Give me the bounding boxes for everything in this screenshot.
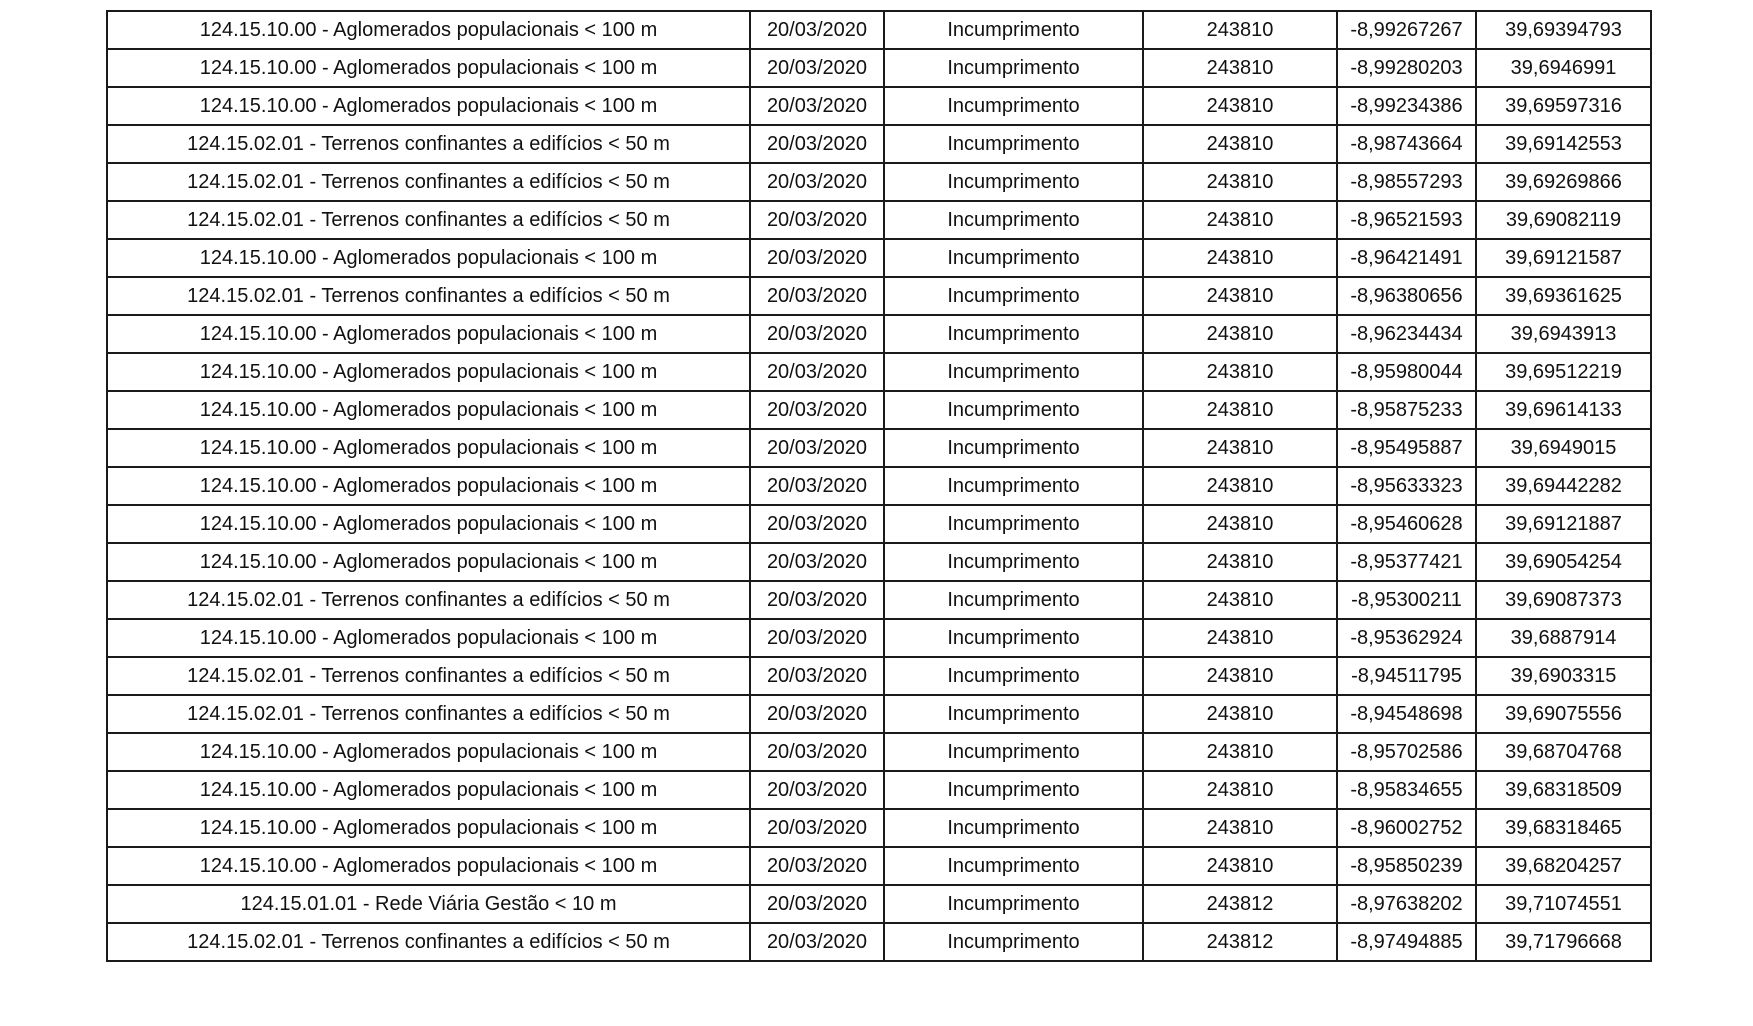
table-row bbox=[107, 391, 1651, 429]
cell-longitude: -8,95834655 bbox=[1337, 771, 1476, 809]
cell-code: 243810 bbox=[1143, 581, 1337, 619]
cell-longitude: -8,96380656 bbox=[1337, 277, 1476, 315]
table-row bbox=[107, 315, 1651, 353]
table-row bbox=[107, 923, 1651, 961]
cell-code: 243810 bbox=[1143, 809, 1337, 847]
cell-code: 243810 bbox=[1143, 429, 1337, 467]
cell-longitude: -8,95633323 bbox=[1337, 467, 1476, 505]
cell-status: Incumprimento bbox=[884, 429, 1143, 467]
table-row bbox=[107, 505, 1651, 543]
cell-latitude: 39,6946991 bbox=[1476, 49, 1651, 87]
cell-longitude: -8,95300211 bbox=[1337, 581, 1476, 619]
table-row bbox=[107, 809, 1651, 847]
cell-date: 20/03/2020 bbox=[750, 771, 884, 809]
table-row bbox=[107, 733, 1651, 771]
cell-code: 243810 bbox=[1143, 11, 1337, 49]
cell-code: 243810 bbox=[1143, 239, 1337, 277]
cell-description: 124.15.02.01 - Terrenos confinantes a edifícios < 50 m bbox=[107, 581, 750, 619]
cell-latitude: 39,69054254 bbox=[1476, 543, 1651, 581]
cell-longitude: -8,97638202 bbox=[1337, 885, 1476, 923]
cell-code: 243810 bbox=[1143, 163, 1337, 201]
cell-status: Incumprimento bbox=[884, 201, 1143, 239]
cell-date: 20/03/2020 bbox=[750, 467, 884, 505]
cell-code: 243810 bbox=[1143, 619, 1337, 657]
cell-description: 124.15.02.01 - Terrenos confinantes a edifícios < 50 m bbox=[107, 125, 750, 163]
cell-status: Incumprimento bbox=[884, 505, 1143, 543]
cell-date: 20/03/2020 bbox=[750, 429, 884, 467]
cell-description: 124.15.10.00 - Aglomerados populacionais < 100 m bbox=[107, 391, 750, 429]
cell-latitude: 39,71796668 bbox=[1476, 923, 1651, 961]
table-row bbox=[107, 49, 1651, 87]
cell-description: 124.15.02.01 - Terrenos confinantes a edifícios < 50 m bbox=[107, 277, 750, 315]
cell-longitude: -8,96002752 bbox=[1337, 809, 1476, 847]
cell-date: 20/03/2020 bbox=[750, 391, 884, 429]
cell-latitude: 39,71074551 bbox=[1476, 885, 1651, 923]
cell-status: Incumprimento bbox=[884, 619, 1143, 657]
cell-longitude: -8,95702586 bbox=[1337, 733, 1476, 771]
cell-status: Incumprimento bbox=[884, 771, 1143, 809]
cell-latitude: 39,68318465 bbox=[1476, 809, 1651, 847]
cell-latitude: 39,68704768 bbox=[1476, 733, 1651, 771]
cell-status: Incumprimento bbox=[884, 847, 1143, 885]
cell-description: 124.15.10.00 - Aglomerados populacionais < 100 m bbox=[107, 809, 750, 847]
cell-longitude: -8,95875233 bbox=[1337, 391, 1476, 429]
table-row bbox=[107, 695, 1651, 733]
cell-status: Incumprimento bbox=[884, 923, 1143, 961]
cell-description: 124.15.02.01 - Terrenos confinantes a edifícios < 50 m bbox=[107, 201, 750, 239]
cell-status: Incumprimento bbox=[884, 657, 1143, 695]
cell-latitude: 39,69075556 bbox=[1476, 695, 1651, 733]
cell-longitude: -8,95850239 bbox=[1337, 847, 1476, 885]
cell-status: Incumprimento bbox=[884, 49, 1143, 87]
cell-date: 20/03/2020 bbox=[750, 695, 884, 733]
cell-date: 20/03/2020 bbox=[750, 657, 884, 695]
cell-date: 20/03/2020 bbox=[750, 125, 884, 163]
cell-code: 243810 bbox=[1143, 543, 1337, 581]
cell-date: 20/03/2020 bbox=[750, 847, 884, 885]
cell-longitude: -8,95495887 bbox=[1337, 429, 1476, 467]
cell-date: 20/03/2020 bbox=[750, 201, 884, 239]
cell-code: 243810 bbox=[1143, 201, 1337, 239]
cell-longitude: -8,96421491 bbox=[1337, 239, 1476, 277]
cell-code: 243810 bbox=[1143, 49, 1337, 87]
cell-description: 124.15.10.00 - Aglomerados populacionais < 100 m bbox=[107, 505, 750, 543]
cell-latitude: 39,69597316 bbox=[1476, 87, 1651, 125]
cell-code: 243810 bbox=[1143, 467, 1337, 505]
cell-description: 124.15.10.00 - Aglomerados populacionais < 100 m bbox=[107, 771, 750, 809]
cell-code: 243810 bbox=[1143, 505, 1337, 543]
cell-description: 124.15.02.01 - Terrenos confinantes a edifícios < 50 m bbox=[107, 695, 750, 733]
cell-description: 124.15.10.00 - Aglomerados populacionais < 100 m bbox=[107, 49, 750, 87]
cell-description: 124.15.02.01 - Terrenos confinantes a edifícios < 50 m bbox=[107, 923, 750, 961]
cell-longitude: -8,98743664 bbox=[1337, 125, 1476, 163]
cell-description: 124.15.10.00 - Aglomerados populacionais < 100 m bbox=[107, 847, 750, 885]
cell-status: Incumprimento bbox=[884, 163, 1143, 201]
cell-latitude: 39,69361625 bbox=[1476, 277, 1651, 315]
cell-code: 243810 bbox=[1143, 733, 1337, 771]
cell-date: 20/03/2020 bbox=[750, 11, 884, 49]
cell-code: 243810 bbox=[1143, 353, 1337, 391]
cell-description: 124.15.10.00 - Aglomerados populacionais < 100 m bbox=[107, 733, 750, 771]
cell-latitude: 39,68204257 bbox=[1476, 847, 1651, 885]
cell-date: 20/03/2020 bbox=[750, 885, 884, 923]
cell-latitude: 39,69082119 bbox=[1476, 201, 1651, 239]
cell-latitude: 39,69394793 bbox=[1476, 11, 1651, 49]
cell-code: 243810 bbox=[1143, 277, 1337, 315]
cell-date: 20/03/2020 bbox=[750, 581, 884, 619]
cell-longitude: -8,95980044 bbox=[1337, 353, 1476, 391]
cell-latitude: 39,6887914 bbox=[1476, 619, 1651, 657]
cell-status: Incumprimento bbox=[884, 353, 1143, 391]
cell-longitude: -8,96521593 bbox=[1337, 201, 1476, 239]
cell-code: 243810 bbox=[1143, 771, 1337, 809]
cell-code: 243810 bbox=[1143, 657, 1337, 695]
cell-code: 243810 bbox=[1143, 125, 1337, 163]
cell-status: Incumprimento bbox=[884, 239, 1143, 277]
cell-status: Incumprimento bbox=[884, 11, 1143, 49]
cell-latitude: 39,69269866 bbox=[1476, 163, 1651, 201]
cell-status: Incumprimento bbox=[884, 125, 1143, 163]
cell-date: 20/03/2020 bbox=[750, 49, 884, 87]
cell-longitude: -8,99280203 bbox=[1337, 49, 1476, 87]
cell-date: 20/03/2020 bbox=[750, 733, 884, 771]
cell-longitude: -8,97494885 bbox=[1337, 923, 1476, 961]
cell-date: 20/03/2020 bbox=[750, 239, 884, 277]
cell-status: Incumprimento bbox=[884, 885, 1143, 923]
cell-description: 124.15.10.00 - Aglomerados populacionais < 100 m bbox=[107, 619, 750, 657]
table-row bbox=[107, 353, 1651, 391]
table-row bbox=[107, 771, 1651, 809]
cell-latitude: 39,69121887 bbox=[1476, 505, 1651, 543]
table-row bbox=[107, 11, 1651, 49]
cell-code: 243810 bbox=[1143, 87, 1337, 125]
cell-date: 20/03/2020 bbox=[750, 163, 884, 201]
cell-longitude: -8,96234434 bbox=[1337, 315, 1476, 353]
cell-status: Incumprimento bbox=[884, 467, 1143, 505]
cell-date: 20/03/2020 bbox=[750, 277, 884, 315]
cell-longitude: -8,99234386 bbox=[1337, 87, 1476, 125]
table-body bbox=[107, 11, 1651, 961]
cell-description: 124.15.01.01 - Rede Viária Gestão < 10 m bbox=[107, 885, 750, 923]
table-row bbox=[107, 581, 1651, 619]
cell-date: 20/03/2020 bbox=[750, 809, 884, 847]
table-row bbox=[107, 619, 1651, 657]
table-row bbox=[107, 429, 1651, 467]
table-row bbox=[107, 201, 1651, 239]
cell-code: 243810 bbox=[1143, 847, 1337, 885]
cell-longitude: -8,95460628 bbox=[1337, 505, 1476, 543]
table-row bbox=[107, 87, 1651, 125]
table-row bbox=[107, 277, 1651, 315]
cell-description: 124.15.02.01 - Terrenos confinantes a edifícios < 50 m bbox=[107, 163, 750, 201]
cell-longitude: -8,94511795 bbox=[1337, 657, 1476, 695]
cell-status: Incumprimento bbox=[884, 87, 1143, 125]
table-row bbox=[107, 467, 1651, 505]
cell-date: 20/03/2020 bbox=[750, 505, 884, 543]
data-table bbox=[106, 10, 1652, 962]
cell-latitude: 39,6903315 bbox=[1476, 657, 1651, 695]
cell-description: 124.15.10.00 - Aglomerados populacionais < 100 m bbox=[107, 11, 750, 49]
cell-date: 20/03/2020 bbox=[750, 353, 884, 391]
cell-latitude: 39,69512219 bbox=[1476, 353, 1651, 391]
cell-latitude: 39,69142553 bbox=[1476, 125, 1651, 163]
cell-code: 243810 bbox=[1143, 315, 1337, 353]
cell-code: 243812 bbox=[1143, 885, 1337, 923]
cell-code: 243812 bbox=[1143, 923, 1337, 961]
cell-status: Incumprimento bbox=[884, 315, 1143, 353]
cell-description: 124.15.10.00 - Aglomerados populacionais < 100 m bbox=[107, 429, 750, 467]
cell-status: Incumprimento bbox=[884, 809, 1143, 847]
cell-longitude: -8,99267267 bbox=[1337, 11, 1476, 49]
table-row bbox=[107, 657, 1651, 695]
cell-latitude: 39,6949015 bbox=[1476, 429, 1651, 467]
cell-latitude: 39,69121587 bbox=[1476, 239, 1651, 277]
cell-status: Incumprimento bbox=[884, 581, 1143, 619]
cell-latitude: 39,69442282 bbox=[1476, 467, 1651, 505]
cell-date: 20/03/2020 bbox=[750, 619, 884, 657]
cell-longitude: -8,95362924 bbox=[1337, 619, 1476, 657]
cell-longitude: -8,98557293 bbox=[1337, 163, 1476, 201]
cell-description: 124.15.10.00 - Aglomerados populacionais < 100 m bbox=[107, 87, 750, 125]
table-row bbox=[107, 543, 1651, 581]
cell-longitude: -8,94548698 bbox=[1337, 695, 1476, 733]
cell-date: 20/03/2020 bbox=[750, 87, 884, 125]
cell-description: 124.15.10.00 - Aglomerados populacionais < 100 m bbox=[107, 239, 750, 277]
cell-date: 20/03/2020 bbox=[750, 315, 884, 353]
table-row bbox=[107, 163, 1651, 201]
cell-description: 124.15.10.00 - Aglomerados populacionais < 100 m bbox=[107, 543, 750, 581]
cell-status: Incumprimento bbox=[884, 733, 1143, 771]
cell-longitude: -8,95377421 bbox=[1337, 543, 1476, 581]
cell-description: 124.15.10.00 - Aglomerados populacionais < 100 m bbox=[107, 315, 750, 353]
table-row bbox=[107, 885, 1651, 923]
cell-status: Incumprimento bbox=[884, 277, 1143, 315]
cell-description: 124.15.02.01 - Terrenos confinantes a edifícios < 50 m bbox=[107, 657, 750, 695]
cell-status: Incumprimento bbox=[884, 695, 1143, 733]
cell-code: 243810 bbox=[1143, 695, 1337, 733]
table-row bbox=[107, 239, 1651, 277]
cell-date: 20/03/2020 bbox=[750, 923, 884, 961]
cell-code: 243810 bbox=[1143, 391, 1337, 429]
cell-status: Incumprimento bbox=[884, 543, 1143, 581]
table-row bbox=[107, 847, 1651, 885]
cell-description: 124.15.10.00 - Aglomerados populacionais < 100 m bbox=[107, 467, 750, 505]
cell-latitude: 39,69087373 bbox=[1476, 581, 1651, 619]
cell-date: 20/03/2020 bbox=[750, 543, 884, 581]
cell-status: Incumprimento bbox=[884, 391, 1143, 429]
table-row bbox=[107, 125, 1651, 163]
cell-latitude: 39,69614133 bbox=[1476, 391, 1651, 429]
cell-latitude: 39,68318509 bbox=[1476, 771, 1651, 809]
cell-latitude: 39,6943913 bbox=[1476, 315, 1651, 353]
cell-description: 124.15.10.00 - Aglomerados populacionais < 100 m bbox=[107, 353, 750, 391]
